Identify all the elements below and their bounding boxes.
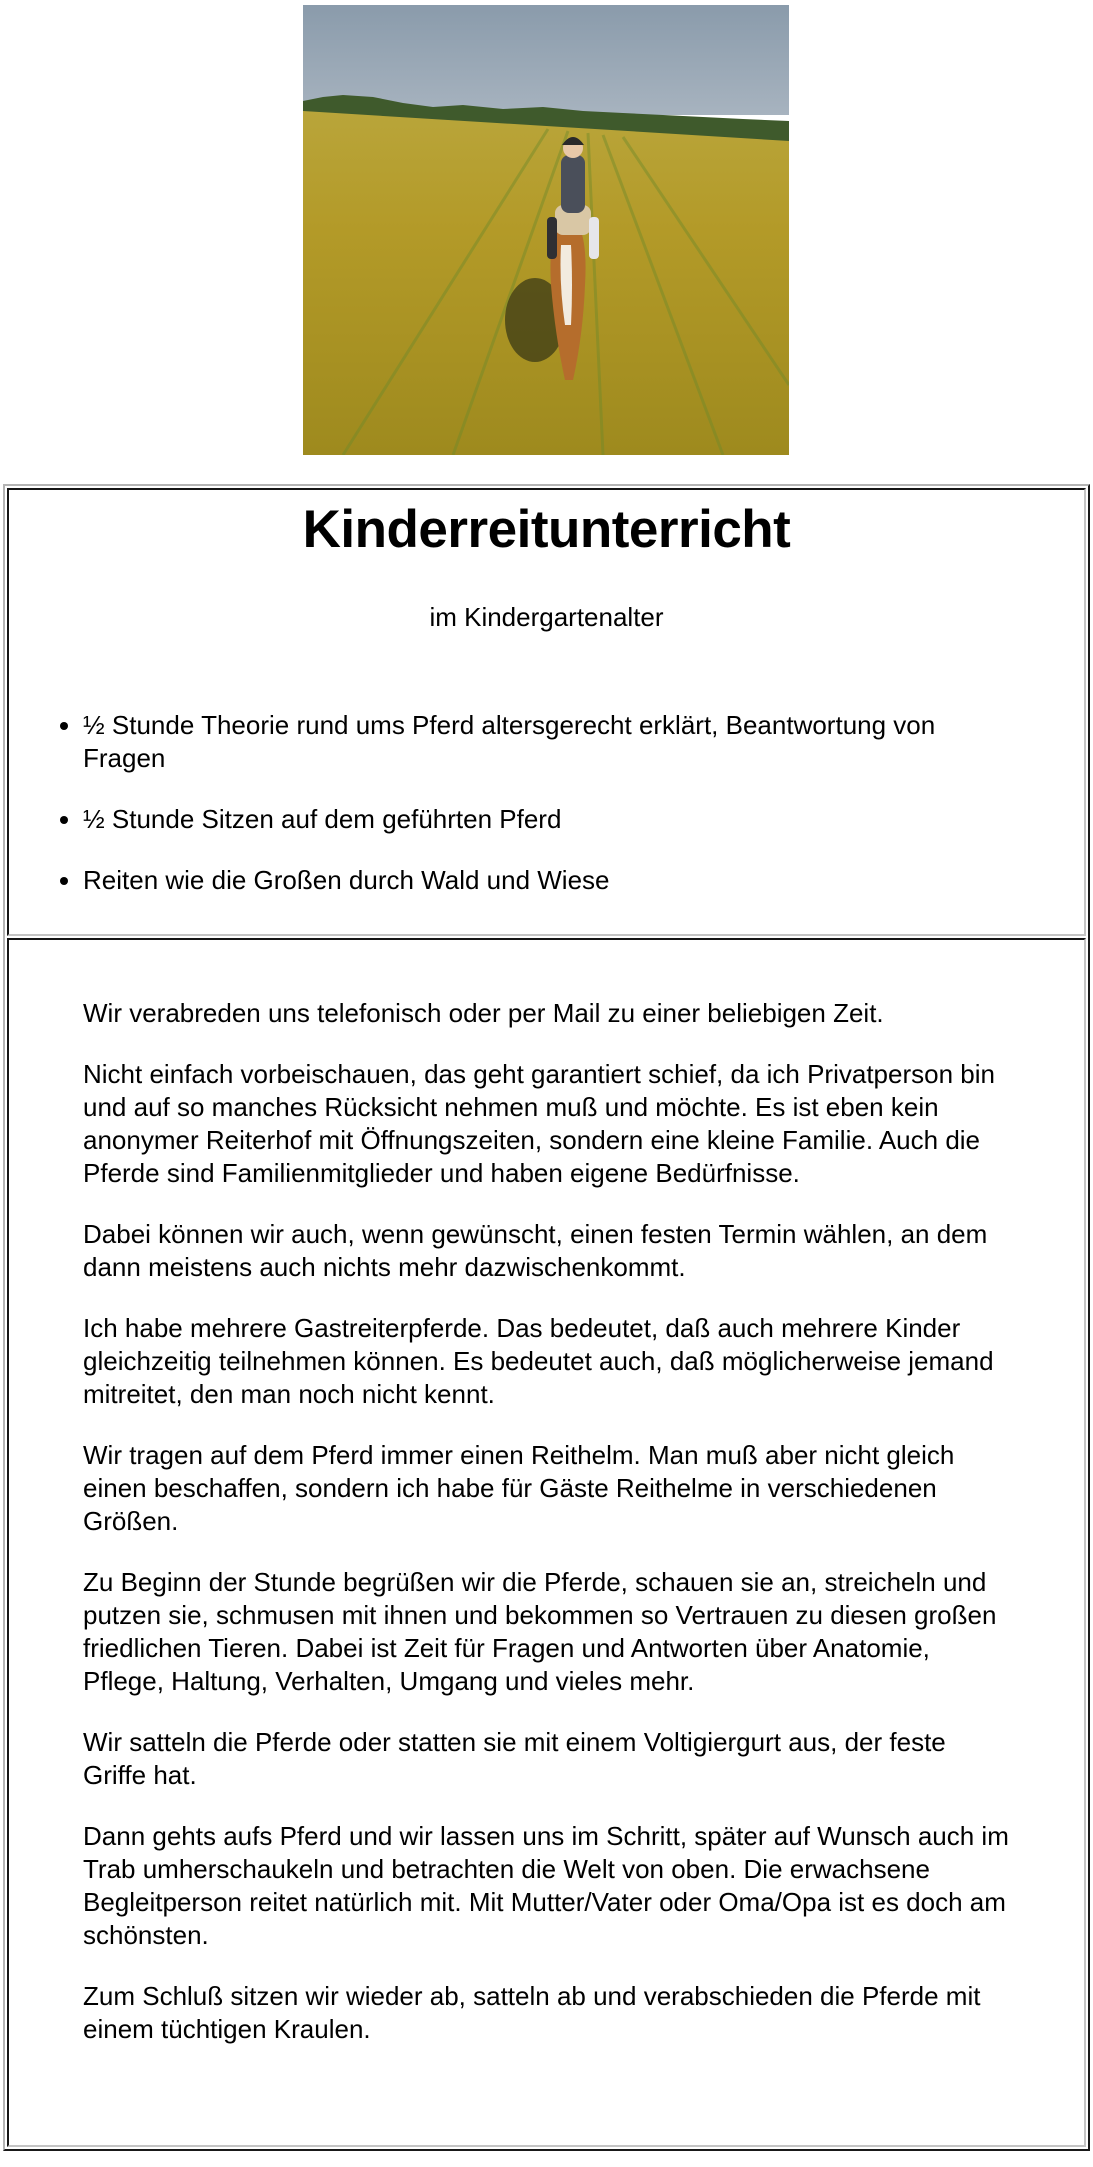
photo-container bbox=[303, 5, 789, 455]
paragraph-riding: Dann gehts aufs Pferd und wir lassen uns im Schritt, später auf Wunsch auch im Trab umherschaukeln und betrachten die Welt von oben. Die erwachsene Begleitperson reitet natürlich mit. Mit Mutter/Vater oder Oma/Opa ist es doch am schönsten. bbox=[83, 1821, 1009, 1950]
page-title: Kinderreitunterricht bbox=[302, 500, 791, 559]
paragraph-guest-horses: Ich habe mehrere Gastreiterpferde. Das bedeutet, daß auch mehrere Kinder gleichzeitig teilnehmen können. Es bedeutet auch, daß möglicherweise jemand mitreitet, den man noch nicht kennt. bbox=[83, 1313, 994, 1409]
riding-photo bbox=[303, 5, 789, 455]
body-row bbox=[7, 938, 1086, 2147]
paragraph-fixed-date: Dabei können wir auch, wenn gewünscht, einen festen Termin wählen, an dem dann meistens auch nichts mehr dazwischenkommt. bbox=[83, 1219, 988, 1282]
intro-cell bbox=[7, 488, 1086, 936]
feature-list-item: • ½ Stunde Theorie rund ums Pferd altersgerecht erklärt, Beantwortung von Fragen bbox=[83, 709, 1084, 775]
body-text bbox=[9, 940, 1084, 2046]
paragraph-greeting: Zu Beginn der Stunde begrüßen wir die Pferde, schauen sie an, streicheln und putzen sie, schmusen mit ihnen und bekommen so Vertrauen zu diesen großen friedlichen Tieren. Dabei ist Zeit für Fragen und Antworten über Anatomie, Pflege, Haltung, Verhalten, Umgang und vieles mehr. bbox=[83, 1567, 997, 1696]
body-cell bbox=[7, 938, 1086, 2147]
paragraph-appointment: Wir verabreden uns telefonisch oder per Mail zu einer beliebigen Zeit. bbox=[83, 998, 884, 1028]
content-table bbox=[3, 484, 1090, 2151]
page-subtitle: im Kindergartenalter bbox=[429, 601, 664, 632]
paragraph-ending: Zum Schluß sitzen wir wieder ab, satteln ab und verabschieden die Pferde mit einem tüchtigen Kraulen. bbox=[83, 1981, 981, 2044]
feature-list-item: • ½ Stunde Sitzen auf dem geführten Pferd bbox=[83, 803, 1084, 836]
paragraph-helmet: Wir tragen auf dem Pferd immer einen Reithelm. Man muß aber nicht gleich einen beschaffen, sondern ich habe für Gäste Reithelme in verschiedenen Größen. bbox=[83, 1440, 955, 1536]
feature-list-item: • Reiten wie die Großen durch Wald und Wiese bbox=[83, 864, 1084, 897]
paragraph-no-drop-in: Nicht einfach vorbeischauen, das geht garantiert schief, da ich Privatperson bin und auf so manches Rücksicht nehmen muß und möchte. Es ist eben kein anonymer Reiterhof mit Öffnungszeiten, sondern eine kleine Familie. Auch die Pferde sind Familienmitglieder und haben eigene Bedürfnisse. bbox=[83, 1059, 995, 1188]
feature-list bbox=[9, 709, 1084, 897]
paragraph-saddling: Wir satteln die Pferde oder statten sie mit einem Voltigiergurt aus, der feste Griffe hat. bbox=[83, 1727, 946, 1790]
intro-row bbox=[7, 488, 1086, 936]
